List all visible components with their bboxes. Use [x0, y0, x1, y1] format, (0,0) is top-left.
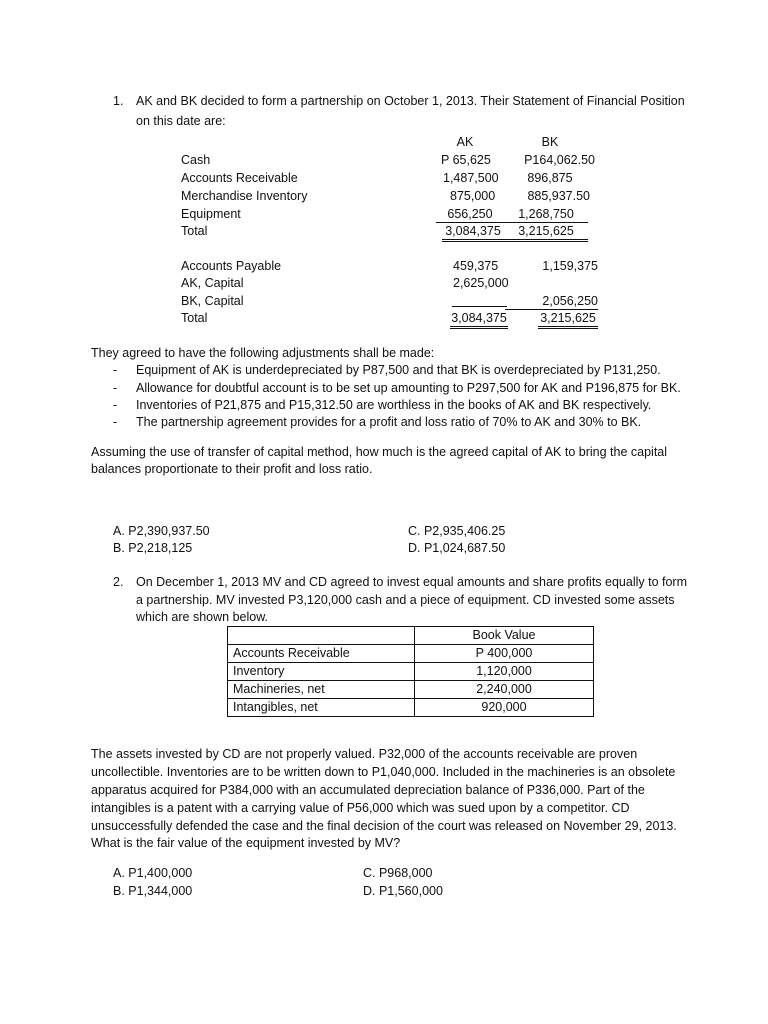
q2-intro-line1: On December 1, 2013 MV and CD agreed to invest equal amounts and share profits equally to form	[136, 575, 687, 589]
ak-value: 2,625,000	[453, 276, 509, 290]
choice-c: C. P2,935,406.25	[408, 524, 506, 538]
bullet-item: The partnership agreement provides for a profit and loss ratio of 70% to AK and 30% to BK.	[136, 415, 642, 429]
row-label: Equipment	[181, 207, 241, 221]
bk-value: 2,056,250	[505, 293, 598, 310]
bk-total: 3,215,625	[538, 310, 598, 329]
bk-value: 1,159,375	[542, 259, 598, 273]
choice-d: D. P1,560,000	[363, 884, 443, 898]
bk-total: 3,215,625	[504, 223, 588, 242]
bullet-dash: -	[113, 415, 118, 429]
row-label: Accounts Receivable	[181, 171, 298, 185]
table-cell-label: Machineries, net	[228, 681, 415, 699]
choice-a: A. P2,390,937.50	[113, 524, 210, 538]
ak-value: P 65,625	[441, 153, 491, 167]
q1-number: 1.	[113, 94, 124, 108]
row-label: AK, Capital	[181, 276, 244, 290]
ak-total: 3,084,375	[450, 310, 508, 329]
adjust-intro: They agreed to have the following adjustments shall be made:	[91, 346, 435, 360]
table-cell-value: 1,120,000	[415, 663, 594, 681]
q2-para-line: The assets invested by CD are not properly valued. P32,000 of the accounts receivable are proven	[91, 747, 638, 761]
col-header-ak: AK	[456, 135, 474, 149]
book-value-table	[227, 626, 594, 717]
bullet-dash: -	[113, 363, 118, 377]
bullet-dash: -	[113, 398, 118, 412]
q2-para-line: unsuccessfully defended the case and the final decision of the court was released on November 29, 2013.	[91, 819, 677, 833]
ak-value: 1,487,500	[443, 171, 499, 185]
ak-value: 875,000	[450, 189, 496, 203]
row-label: Total	[181, 311, 208, 325]
table-cell	[228, 627, 415, 645]
col-header-bk: BK	[541, 135, 559, 149]
table-cell-value: 920,000	[415, 699, 594, 717]
table-row	[228, 645, 594, 663]
ak-total: 3,084,375	[442, 223, 504, 242]
bk-value: P164,062.50	[524, 153, 595, 167]
bk-value: 885,937.50	[527, 189, 590, 203]
q2-para-line: uncollectible. Inventories are to be written down to P1,040,000. Included in the machineries is an obsolete	[91, 765, 676, 779]
bullet-item: Equipment of AK is underdepreciated by P87,500 and that BK is overdepreciated by P131,250.	[136, 363, 661, 377]
q2-para-line: What is the fair value of the equipment invested by MV?	[91, 836, 401, 850]
q2-para-line: apparatus acquired for P384,000 with an accumulated depreciation balance of P336,000. Part of the	[91, 783, 645, 797]
table-cell-label: Accounts Receivable	[228, 645, 415, 663]
q1-intro-line1: AK and BK decided to form a partnership on October 1, 2013. Their Statement of Financial Position	[136, 94, 685, 108]
q1-intro-line2: on this date are:	[136, 114, 226, 128]
ak-rule	[452, 306, 507, 307]
q1-question-line1: Assuming the use of transfer of capital method, how much is the agreed capital of AK to bring the capital	[91, 445, 668, 459]
q2-intro-line3: which are shown below.	[136, 610, 269, 624]
row-label: Cash	[181, 153, 211, 167]
q2-intro-line2: a partnership. MV invested P3,120,000 cash and a piece of equipment. CD invested some assets	[136, 593, 675, 607]
row-label: Merchandise Inventory	[181, 189, 308, 203]
row-label: Total	[181, 224, 208, 238]
choice-b: B. P2,218,125	[113, 541, 193, 555]
bk-value: 1,268,750	[504, 206, 588, 223]
table-header: Book Value	[415, 627, 594, 645]
table-row	[228, 663, 594, 681]
choice-b: B. P1,344,000	[113, 884, 193, 898]
choice-c: C. P968,000	[363, 866, 433, 880]
table-cell-value: P 400,000	[415, 645, 594, 663]
q2-para-line: intangibles is a patent with a carrying value of P56,000 which was sued upon by a competitor. CD	[91, 801, 630, 815]
q1-question-line2: balances proportionate to their profit and loss ratio.	[91, 462, 373, 476]
bullet-item: Allowance for doubtful account is to be set up amounting to P297,500 for AK and P196,875 for BK.	[136, 381, 681, 395]
row-label: Accounts Payable	[181, 259, 282, 273]
bullet-item: Inventories of P21,875 and P15,312.50 are worthless in the books of AK and BK respectively.	[136, 398, 652, 412]
table-cell-value: 2,240,000	[415, 681, 594, 699]
table-row	[228, 699, 594, 717]
row-label: BK, Capital	[181, 294, 244, 308]
table-row	[228, 627, 594, 645]
table-cell-label: Intangibles, net	[228, 699, 415, 717]
choice-a: A. P1,400,000	[113, 866, 193, 880]
choice-d: D. P1,024,687.50	[408, 541, 506, 555]
bullet-dash: -	[113, 381, 118, 395]
ak-value: 656,250	[436, 206, 504, 223]
table-cell-label: Inventory	[228, 663, 415, 681]
q2-number: 2.	[113, 575, 124, 589]
bk-value: 896,875	[527, 171, 573, 185]
ak-value: 459,375	[453, 259, 499, 273]
table-row	[228, 681, 594, 699]
